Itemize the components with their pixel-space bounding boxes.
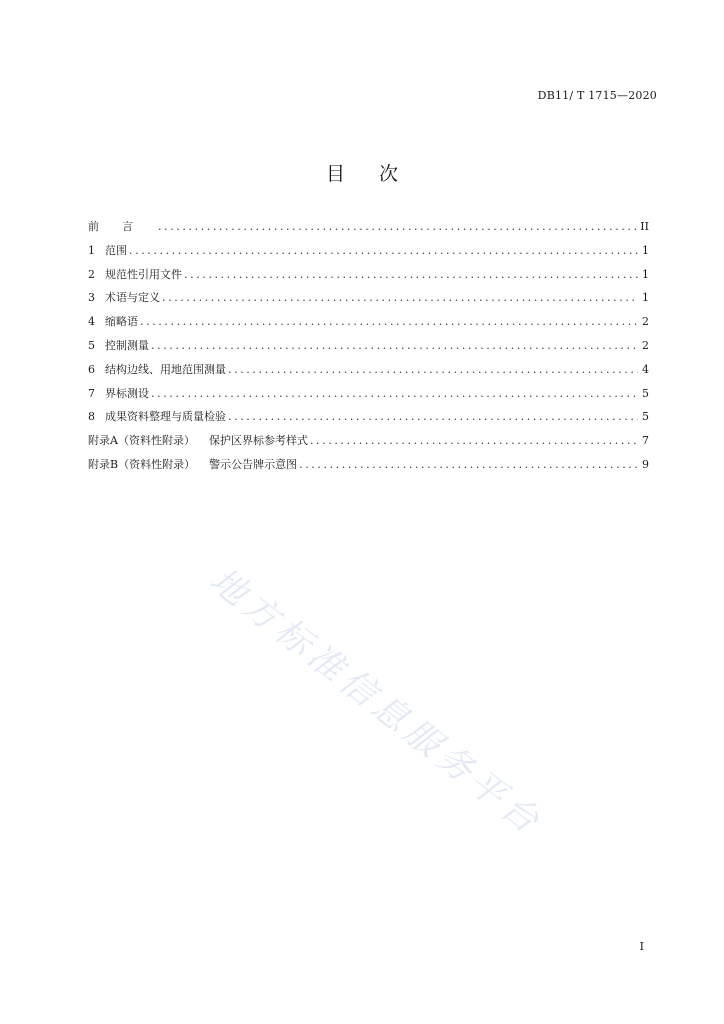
toc-item-1[interactable] bbox=[88, 242, 649, 266]
toc-item-6[interactable] bbox=[88, 361, 649, 385]
toc-item-label: 结构边线、用地范围测量 bbox=[105, 362, 226, 376]
toc-item-label: 前言 bbox=[88, 220, 156, 233]
toc-item-appendix-a[interactable] bbox=[88, 432, 649, 456]
toc-dot-leader bbox=[228, 410, 638, 423]
toc-item-number: 3 bbox=[88, 291, 95, 305]
toc-item-label: 范围 bbox=[105, 243, 127, 257]
toc-item-subtitle: 保护区界标参考样式 bbox=[208, 434, 308, 448]
toc-dot-leader bbox=[228, 363, 638, 376]
toc-item-7[interactable] bbox=[88, 385, 649, 409]
toc-dot-leader bbox=[140, 315, 638, 328]
toc-dot-leader bbox=[162, 291, 638, 304]
toc-item-label: 成果资料整理与质量检验 bbox=[105, 410, 226, 424]
toc-item-label: 附录B（资料性附录） bbox=[88, 457, 196, 471]
toc-item-number: 6 bbox=[88, 362, 95, 376]
toc-item-3[interactable] bbox=[88, 289, 649, 313]
document-code: DB11/ T 1715—2020 bbox=[537, 89, 657, 102]
toc-item-number: 1 bbox=[88, 243, 95, 257]
toc-item-number: 5 bbox=[88, 338, 95, 352]
toc-item-label: 规范性引用文件 bbox=[105, 267, 182, 281]
toc-item-5[interactable] bbox=[88, 337, 649, 361]
toc-item-page: 2 bbox=[642, 315, 649, 329]
toc-item-foreword[interactable] bbox=[88, 218, 649, 242]
toc-item-page: 1 bbox=[642, 267, 649, 281]
toc-item-page: 7 bbox=[642, 434, 649, 448]
toc-item-page: 9 bbox=[642, 457, 649, 471]
toc-item-number: 7 bbox=[88, 386, 95, 400]
toc-item-page: 5 bbox=[642, 410, 649, 424]
toc-dot-leader bbox=[158, 220, 637, 233]
toc-item-label: 控制测量 bbox=[105, 338, 149, 352]
toc-item-number: 8 bbox=[88, 410, 95, 424]
toc-item-label: 缩略语 bbox=[105, 315, 138, 329]
watermark: 地方标准信息服务平台 bbox=[202, 560, 551, 845]
toc-item-page: II bbox=[640, 220, 649, 233]
toc-item-number: 4 bbox=[88, 315, 95, 329]
toc-item-2[interactable] bbox=[88, 266, 649, 290]
toc-dot-leader bbox=[151, 387, 638, 400]
toc-item-page: 5 bbox=[642, 386, 649, 400]
toc-item-label: 界标测设 bbox=[105, 386, 149, 400]
toc-item-page: 1 bbox=[642, 243, 649, 257]
toc-item-label: 附录A（资料性附录） bbox=[88, 434, 195, 448]
toc-item-number: 2 bbox=[88, 267, 95, 281]
toc-item-page: 4 bbox=[642, 362, 649, 376]
toc-item-4[interactable] bbox=[88, 313, 649, 337]
table-of-contents bbox=[88, 218, 649, 480]
toc-item-page: 2 bbox=[642, 338, 649, 352]
toc-dot-leader bbox=[184, 268, 638, 281]
toc-dot-leader bbox=[299, 458, 638, 471]
toc-dot-leader bbox=[310, 434, 638, 447]
toc-dot-leader bbox=[129, 244, 638, 257]
toc-dot-leader bbox=[151, 339, 638, 352]
toc-item-8[interactable] bbox=[88, 408, 649, 432]
toc-item-subtitle: 警示公告牌示意图 bbox=[209, 457, 298, 471]
toc-item-label: 术语与定义 bbox=[105, 291, 160, 305]
page-title: 目次 bbox=[325, 163, 432, 185]
toc-item-appendix-b[interactable] bbox=[88, 456, 649, 480]
toc-item-page: 1 bbox=[642, 291, 649, 305]
page-number: I bbox=[639, 940, 644, 953]
